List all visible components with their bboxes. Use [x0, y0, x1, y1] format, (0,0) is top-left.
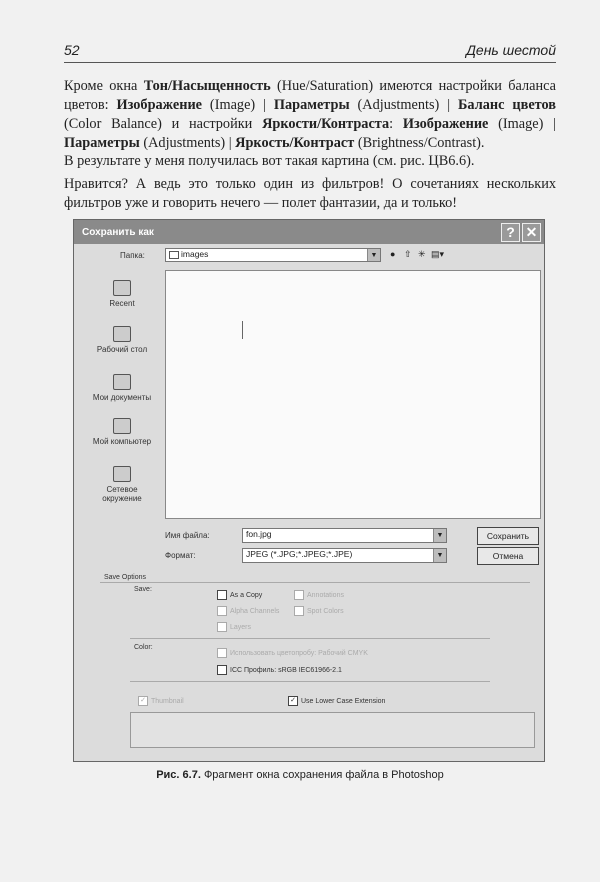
place-label: Мои документы [92, 393, 152, 402]
spot-colors-option: Spot Colors [294, 606, 344, 616]
checkbox [217, 648, 227, 658]
checkbox [294, 590, 304, 600]
caption-label: Рис. 6.7. [156, 769, 201, 781]
chevron-down-icon[interactable]: ▼ [433, 549, 446, 562]
place-label: Recent [109, 299, 135, 308]
checkbox [294, 606, 304, 616]
file-list[interactable] [165, 270, 541, 519]
back-icon[interactable]: ● [390, 249, 396, 259]
lower-case-extension-option[interactable]: ✓ Use Lower Case Extension [288, 696, 385, 706]
dialog-titlebar [74, 220, 544, 244]
desktop-icon [113, 326, 131, 342]
checkbox[interactable]: ✓ [288, 696, 298, 706]
checkbox: ✓ [138, 696, 148, 706]
alpha-channels-option: Alpha Channels [217, 606, 279, 616]
color-label: Color: [134, 644, 153, 651]
paragraph-2: В результате у меня получилась вот такая картина (см. рис. ЦВ6.6). [64, 153, 475, 169]
divider [100, 582, 530, 583]
chevron-down-icon[interactable]: ▼ [367, 249, 380, 261]
page-number: 52 [64, 42, 80, 58]
filename-value: fon.jpg [246, 529, 272, 539]
save-button[interactable]: Сохранить [477, 527, 539, 545]
places-bar [85, 270, 159, 532]
checkbox [217, 622, 227, 632]
text-cursor [242, 321, 243, 339]
figure-caption [0, 769, 600, 781]
format-select[interactable] [242, 548, 447, 563]
new-folder-icon[interactable]: ✳ [418, 249, 426, 259]
chapter-title: День шестой [466, 42, 556, 58]
filename-label: Имя файла: [165, 531, 210, 540]
my-documents-icon [113, 374, 131, 390]
folder-icon [169, 251, 179, 259]
folder-value: images [181, 249, 209, 259]
annotations-option: Annotations [294, 590, 344, 600]
icc-profile-option[interactable]: ICC Профиль: sRGB IEC61966-2.1 [217, 665, 342, 675]
folder-label: Папка: [120, 251, 145, 260]
place-desktop[interactable] [85, 326, 159, 354]
filename-input[interactable] [242, 528, 447, 543]
warning-panel [130, 712, 535, 748]
place-my-documents[interactable] [85, 374, 159, 402]
network-icon [113, 466, 131, 482]
place-label: Мой компьютер [92, 437, 152, 446]
place-network[interactable] [85, 466, 159, 503]
paragraph-3: Нравится? А ведь это только один из фильтров! О сочетаниях нескольких фильтров уже и говорить нечего — полет фантазии, да и только! [64, 176, 556, 211]
caption-text: Фрагмент окна сохранения файла в Photoshop [200, 769, 444, 781]
my-computer-icon [113, 418, 131, 434]
divider [130, 638, 490, 639]
use-proof-option: Использовать цветопробу: Рабочий CMYK [217, 648, 368, 658]
place-my-computer[interactable] [85, 418, 159, 446]
save-label: Save: [134, 586, 152, 593]
view-menu-icon[interactable]: ▤▾ [431, 249, 445, 259]
chevron-down-icon[interactable]: ▼ [433, 529, 446, 542]
save-as-dialog [73, 219, 545, 762]
checkbox[interactable] [217, 665, 227, 675]
place-recent[interactable] [85, 280, 159, 308]
help-button[interactable]: ? [501, 223, 520, 242]
cancel-button[interactable]: Отмена [477, 547, 539, 565]
checkbox[interactable] [217, 590, 227, 600]
save-options-title: Save Options [104, 574, 147, 581]
divider [130, 681, 490, 682]
checkbox [217, 606, 227, 616]
folder-dropdown[interactable] [165, 248, 381, 262]
running-header [64, 40, 556, 63]
place-label: Сетевое окружение [102, 485, 142, 503]
as-a-copy-option[interactable]: As a Copy [217, 590, 262, 600]
paragraph-1: Кроме окна Тон/Насыщенность (Hue/Saturation) имеются настройки баланса цветов: Изображение (Image) | Параметры (Adjustments) | Баланс цветов (Color Balance) и настройки Яркости/Контраста: Изображение (Image) | Параметры (Adjustments) | Яркость/Контраст (Brightness/Contrast). [64, 78, 557, 151]
thumbnail-option: ✓ Thumbnail [138, 696, 184, 706]
place-label: Рабочий стол [96, 345, 148, 354]
recent-icon [113, 280, 131, 296]
close-button[interactable]: ✕ [522, 223, 541, 242]
layers-option: Layers [217, 622, 251, 632]
format-label: Формат: [165, 551, 196, 560]
up-folder-icon[interactable]: ⇧ [404, 249, 412, 259]
dialog-title: Сохранить как [82, 227, 154, 238]
format-value: JPEG (*.JPG;*.JPEG;*.JPE) [246, 549, 353, 559]
